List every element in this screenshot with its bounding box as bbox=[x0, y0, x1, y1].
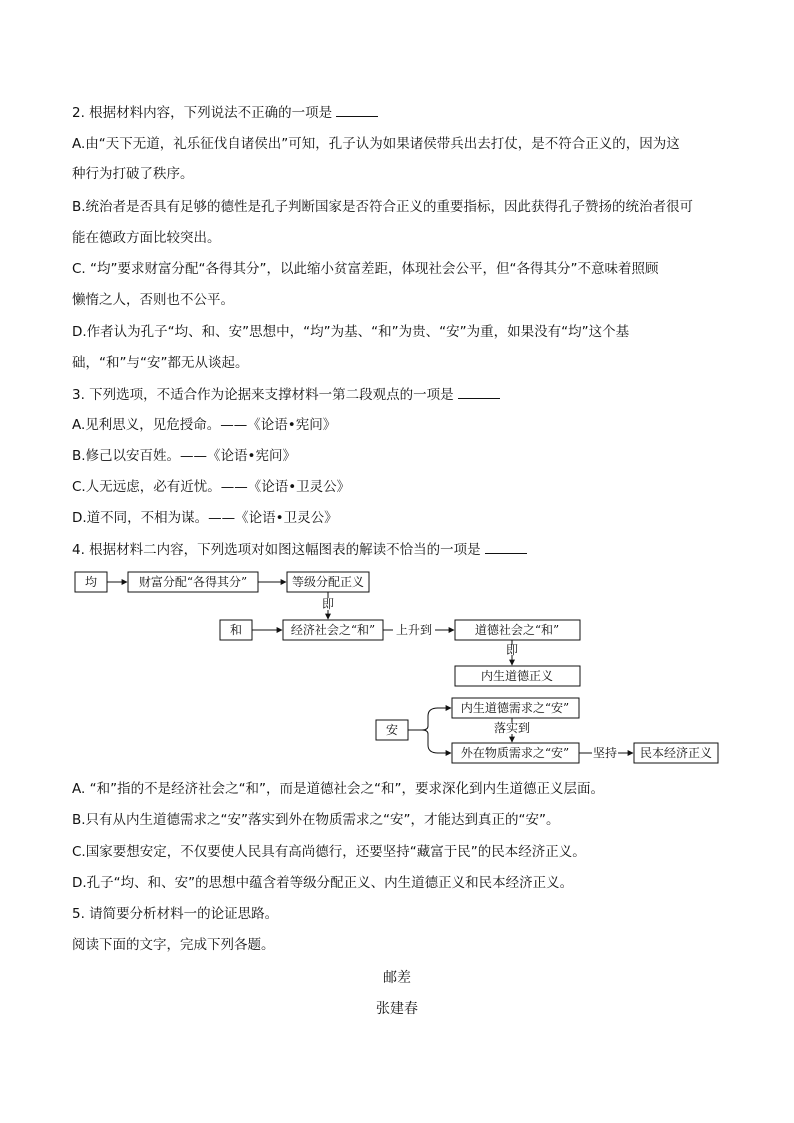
q2-option-b-line2: 能在德政方面比较突出。 bbox=[72, 230, 221, 246]
label-ji-1: 即 bbox=[321, 597, 335, 611]
answer-blank bbox=[458, 386, 500, 399]
q2-option-d-line2: 础，“和”与“安”都无从谈起。 bbox=[72, 355, 249, 371]
label-minben: 民本经济正义 bbox=[639, 746, 713, 760]
q2-stem: 2. 根据材料内容，下列说法不正确的一项是 bbox=[72, 104, 378, 122]
label-rise: 上升到 bbox=[395, 623, 433, 637]
q5-stem: 5. 请简要分析材料一的论证思路。 bbox=[72, 906, 279, 922]
q2-option-b-line1: B.统治者是否具有足够的德性是孔子判断国家是否符合正义的重要指标，因此获得孔子赞扬的统治者很可 bbox=[72, 199, 694, 215]
q3-stem: 3. 下列选项，不适合作为论据来支撑材料一第二段观点的一项是 bbox=[72, 386, 500, 404]
label-wealth: 财富分配“各得其分” bbox=[138, 575, 248, 589]
answer-blank bbox=[336, 104, 378, 117]
reading-intro: 阅读下面的文字，完成下列各题。 bbox=[72, 937, 275, 953]
q2-option-a-line1: A.由“天下无道，礼乐征伐自诸侯出”可知，孔子认为如果诸侯带兵出去打仗，是不符合正义的，因为这 bbox=[72, 136, 680, 152]
answer-blank bbox=[485, 541, 527, 554]
q4-option-a: A. “和”指的不是经济社会之“和”，而是道德社会之“和”，要求深化到内生道德正义层面。 bbox=[72, 781, 605, 797]
q4-stem: 4. 根据材料二内容，下列选项对如图这幅图表的解读不恰当的一项是 bbox=[72, 541, 527, 559]
q2-option-a-line2: 种行为打破了秩序。 bbox=[72, 166, 194, 182]
q3-option-a: A.见利思义，见危授命。——《论语•宪问》 bbox=[72, 417, 337, 433]
q2-option-c-line1: C. “均”要求财富分配“各得其分”，以此缩小贫富差距，体现社会公平，但“各得其分”不意味着照顾 bbox=[72, 261, 659, 277]
q2-option-d-line1: D.作者认为孔子“均、和、安”思想中，“均”为基、“和”为贵、“安”为重，如果没有“均”这个基 bbox=[72, 324, 630, 340]
label-grade: 等级分配正义 bbox=[291, 575, 365, 589]
reading-author: 张建春 bbox=[376, 1001, 418, 1017]
label-an: 安 bbox=[385, 723, 399, 737]
label-moral: 道德社会之“和” bbox=[474, 623, 560, 637]
q3-option-d: D.道不同，不相为谋。——《论语•卫灵公》 bbox=[72, 510, 338, 526]
q4-option-c: C.国家要想安定，不仅要使人民具有高尚德行，还要坚持“藏富于民”的民本经济正义。 bbox=[72, 844, 586, 860]
label-he: 和 bbox=[229, 623, 243, 637]
q3-option-b: B.修己以安百姓。——《论语•宪问》 bbox=[72, 448, 297, 464]
q4-option-d: D.孔子“均、和、安”的思想中蕴含着等级分配正义、内生道德正义和民本经济正义。 bbox=[72, 875, 574, 891]
q4-option-b: B.只有从内生道德需求之“安”落实到外在物质需求之“安”，才能达到真正的“安”。 bbox=[72, 812, 560, 828]
concept-diagram bbox=[0, 566, 794, 766]
label-outerneed: 外在物质需求之“安” bbox=[460, 746, 570, 760]
label-innerneed: 内生道德需求之“安” bbox=[460, 701, 570, 715]
label-ji-2: 即 bbox=[505, 643, 519, 657]
label-econ: 经济社会之“和” bbox=[290, 623, 376, 637]
q3-option-c: C.人无远虑，必有近忧。——《论语•卫灵公》 bbox=[72, 479, 351, 495]
label-jun: 均 bbox=[84, 575, 98, 589]
label-inner: 内生道德正义 bbox=[480, 669, 554, 683]
label-land: 落实到 bbox=[493, 721, 531, 735]
q2-option-c-line2: 懒惰之人，否则也不公平。 bbox=[72, 292, 234, 308]
reading-title: 邮差 bbox=[383, 970, 411, 986]
label-persist: 坚持 bbox=[592, 746, 618, 760]
